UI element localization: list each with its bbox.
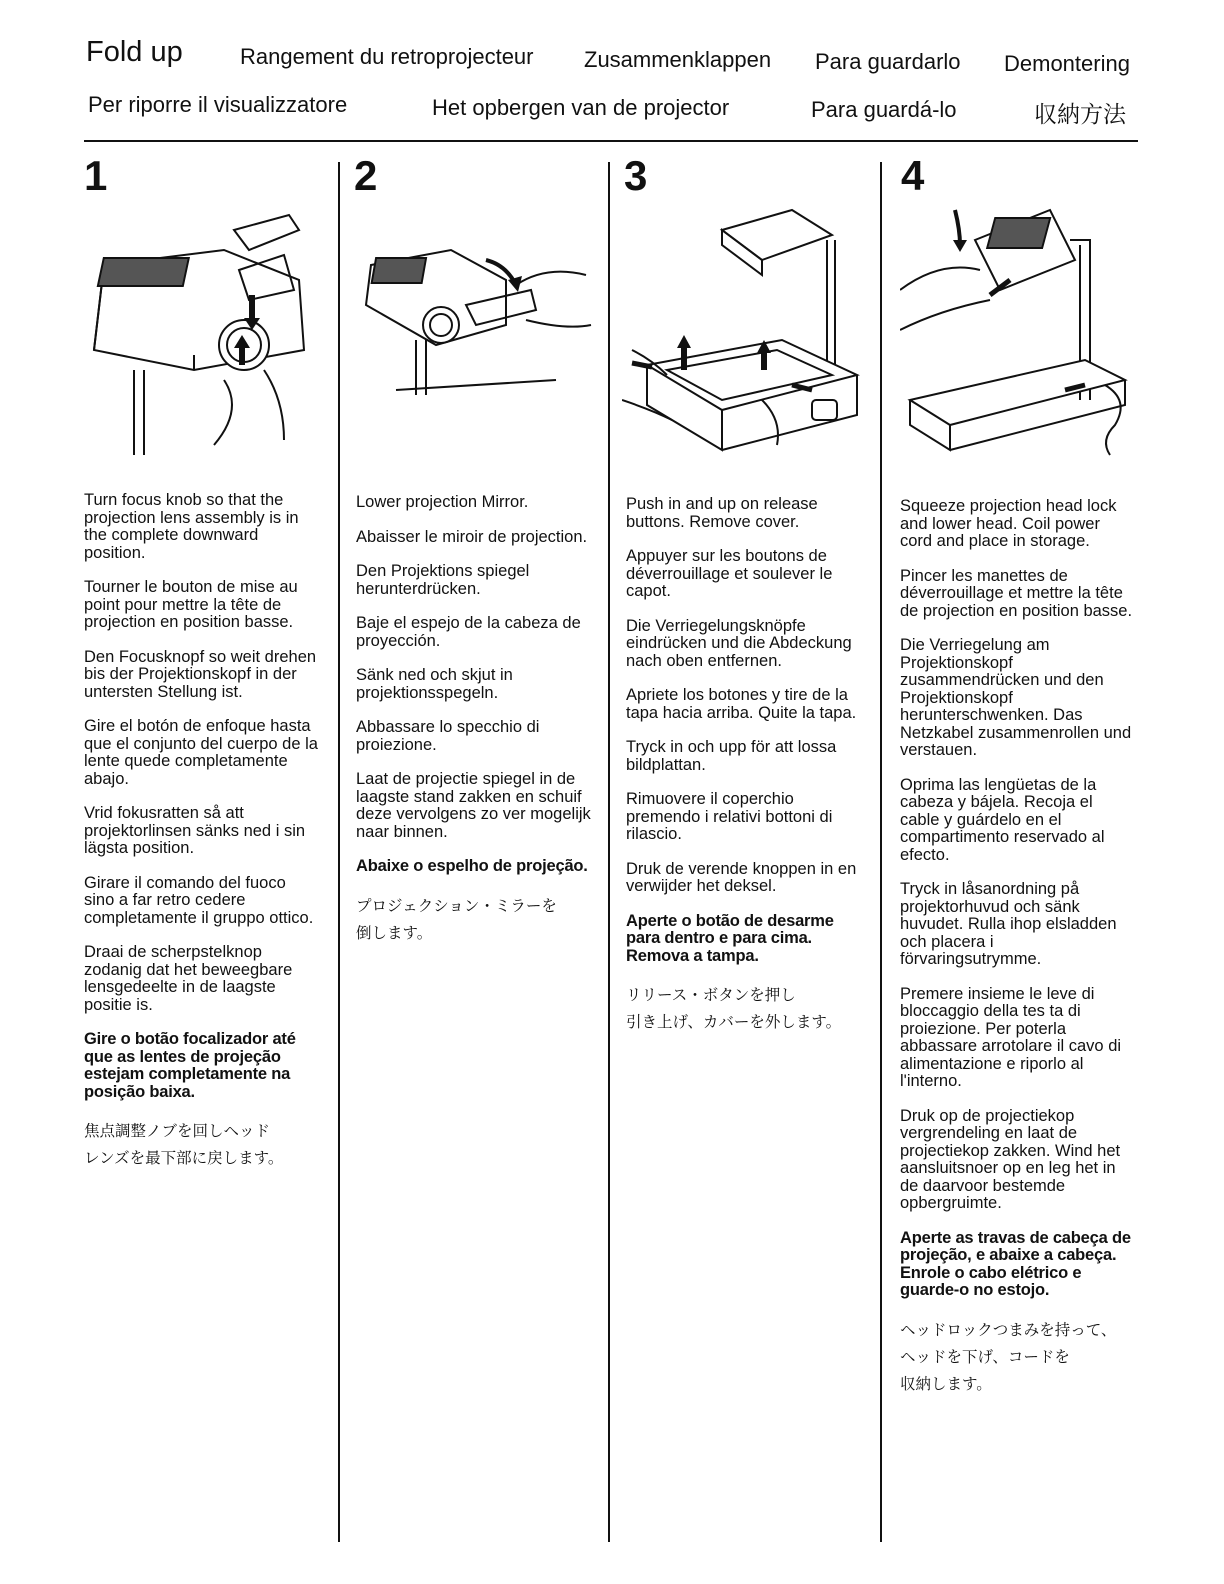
instruction-sv: Tryck in låsanordning på projektorhuvud och sänk huvudet. Rulla ihop elsladden och placera i förvaringsutrymme. xyxy=(900,880,1117,968)
instruction-nl: Laat de projectie spiegel in de laagste stand zakken en schuif deze vervolgens zo ver mogelijk naar binnen. xyxy=(356,770,591,841)
step-number-4: 4 xyxy=(901,152,925,199)
title-fold-up: Fold up xyxy=(86,36,183,68)
instruction-de: Die Verriegelung am Projektionskopf zusammendrücken und den Projektionskopf herunterschwenken. Das Netzkabel zusammenrollen und verstauen. xyxy=(900,636,1132,759)
instruction-nl: Draai de scherpstelknop zodanig dat het beweegbare lensgedeelte in de laagste positie is. xyxy=(84,943,293,1014)
step-number-3: 3 xyxy=(624,152,648,199)
instruction-de: Die Verriegelungsknöpfe eindrücken und die Abdeckung nach oben entfernen. xyxy=(626,616,852,670)
instruction-it: Abbassare lo specchio di proiezione. xyxy=(356,718,540,754)
instruction-it: Rimuovere il coperchio premendo i relativi bottoni di rilascio. xyxy=(626,790,833,843)
column-divider-2 xyxy=(608,162,610,1542)
instruction-fr: Appuyer sur les boutons de déverrouillage et soulever le capot. xyxy=(626,547,833,600)
illustration-step-2 xyxy=(356,230,596,400)
instruction-ja: 焦点調整ノブを回しヘッド レンズを最下部に戻します。 xyxy=(84,1122,284,1167)
instruction-en: Turn focus knob so that the projection lens assembly is in the complete downward position. xyxy=(84,491,299,562)
title-italian: Per riporre il visualizzatore xyxy=(88,92,348,117)
step-column-3 xyxy=(626,496,862,1053)
instruction-es: Apriete los botones y tire de la tapa hacia arriba. Quite la tapa. xyxy=(626,686,857,722)
instruction-fr: Abaisser le miroir de projection. xyxy=(356,527,588,546)
instruction-de: Den Projektions spiegel herunterdrücken. xyxy=(356,562,530,598)
instruction-fr: Pincer les manettes de déverrouillage et mettre la tête de projection en position basse. xyxy=(900,566,1133,620)
instruction-sv: Sänk ned och skjut in projektionsspegeln. xyxy=(356,666,513,702)
instruction-pt: Abaixe o espelho de projeção. xyxy=(356,857,588,875)
title-swedish: Demontering xyxy=(1004,51,1130,76)
illustration-step-3 xyxy=(622,200,867,455)
illustration-step-1 xyxy=(84,210,324,470)
title-japanese: 収納方法 xyxy=(1034,102,1126,128)
step-column-4 xyxy=(900,498,1136,1415)
instruction-en: Lower projection Mirror. xyxy=(356,493,529,511)
instruction-fr: Tourner le bouton de mise au point pour mettre la tête de projection en position basse. xyxy=(84,578,298,631)
instruction-sv: Tryck in och upp för att lossa bildplattan. xyxy=(626,738,837,774)
instruction-ja: ヘッドロックつまみを持って、 ヘッドを下げ、コードを 収納します。 xyxy=(900,1320,1117,1393)
instruction-ja: プロジェクション・ミラーを 倒します。 xyxy=(356,896,557,942)
step-number-1: 1 xyxy=(84,152,108,199)
instruction-nl: Druk op de projectiekop vergrendeling en laat de projectiekop zakken. Wind het aansluitsnoer op en leg het in de daarvoor bestemde opbergruimte. xyxy=(900,1106,1121,1212)
header-rule xyxy=(84,140,1138,142)
title-french: Rangement du retroprojecteur xyxy=(240,44,534,69)
instruction-ja: リリース・ボタンを押し 引き上げ、カバーを外します。 xyxy=(626,986,842,1031)
title-spanish: Para guardarlo xyxy=(815,49,961,74)
instruction-es: Oprima las lengüetas de la cabeza y bájela. Recoja el cable y guárdelo en el compartimento reservado al efecto. xyxy=(900,775,1105,864)
title-portuguese: Para guardá-lo xyxy=(811,97,957,122)
instruction-en: Squeeze projection head lock and lower head. Coil power cord and place in storage. xyxy=(900,497,1117,550)
instruction-pt: Aperte o botão de desarme para dentro e para cima. Remova a tampa. xyxy=(626,911,834,965)
instruction-it: Premere insieme le leve di bloccaggio della tes ta di proiezione. Per poterla abbassare arrotolare il cavo di alimentazione e riporlo al l'interno. xyxy=(900,984,1122,1090)
step-column-1 xyxy=(84,492,320,1189)
column-divider-3 xyxy=(880,162,882,1542)
instruction-pt: Gire o botão focalizador até que as lentes de projeção estejam completamente na posição baixa. xyxy=(84,1030,296,1101)
title-german: Zusammenklappen xyxy=(584,47,772,72)
step-number-2: 2 xyxy=(354,152,378,199)
title-dutch: Het opbergen van de projector xyxy=(432,95,730,120)
instruction-nl: Druk de verende knoppen in en verwijder het deksel. xyxy=(626,859,857,895)
instruction-it: Girare il comando del fuoco sino a far retro cedere completamente il gruppo ottico. xyxy=(84,873,314,927)
instruction-sv: Vrid fokusratten så att projektorlinsen sänks ned i sin lägsta position. xyxy=(84,804,306,857)
instruction-es: Gire el botón de enfoque hasta que el conjunto del cuerpo de la lente quede completamente abajo. xyxy=(84,717,318,788)
step-column-2 xyxy=(356,494,592,964)
column-divider-1 xyxy=(338,162,340,1542)
illustration-step-4 xyxy=(900,200,1140,460)
instruction-de: Den Focusknopf so weit drehen bis der Projektionskopf in der untersten Stellung ist. xyxy=(84,647,317,701)
instruction-es: Baje el espejo de la cabeza de proyección. xyxy=(356,614,581,650)
instruction-en: Push in and up on release buttons. Remove cover. xyxy=(626,495,818,531)
instruction-pt: Aperte as travas de cabeça de projeção, e abaixe a cabeça. Enrole o cabo elétrico e guarde-o no estojo. xyxy=(900,1228,1131,1299)
